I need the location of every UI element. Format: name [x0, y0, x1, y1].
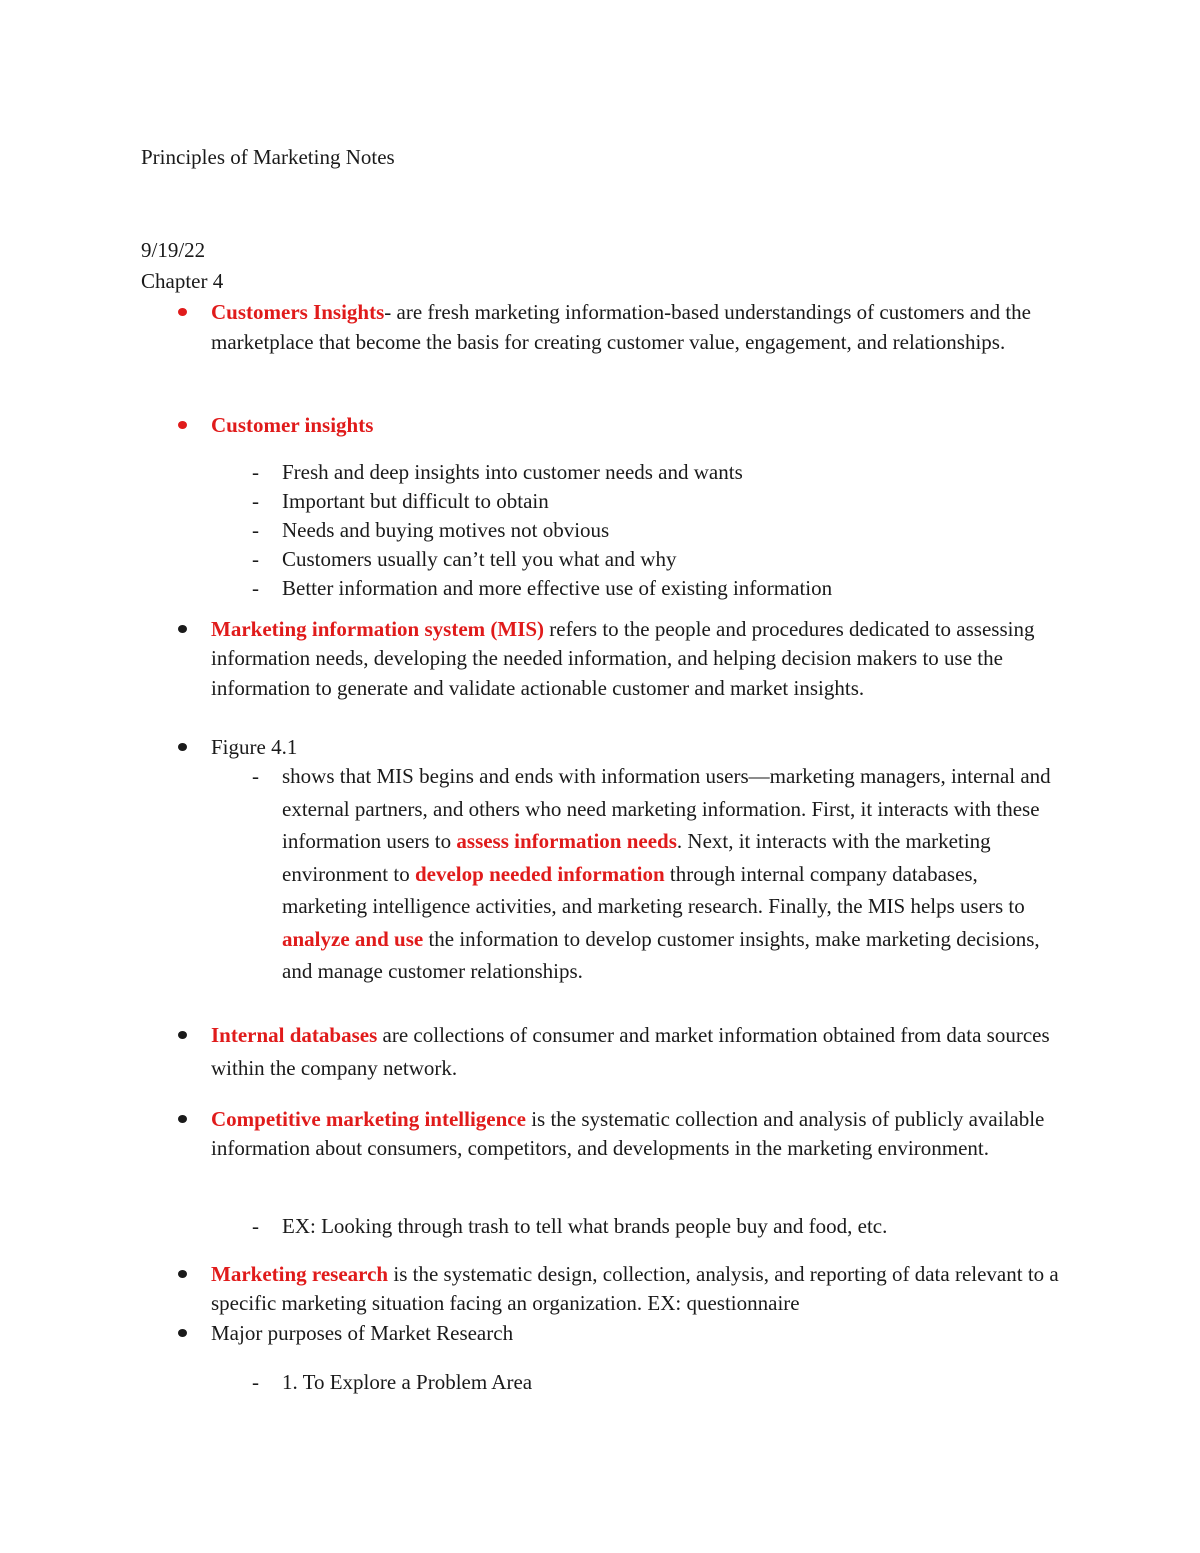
bullet-dot-icon: [178, 421, 187, 429]
chapter-heading: Chapter 4: [141, 269, 224, 293]
list-item: [0, 458, 1200, 487]
bullet-dot-icon: [178, 1115, 187, 1123]
list-item-text: Fresh and deep insights into customer needs and wants: [282, 460, 743, 484]
figure-text-part4: the information to develop customer insights, make marketing decisions, and manage customer relationships.: [282, 926, 1040, 983]
bullet-mis: [0, 615, 1200, 703]
list-item-text: Customers usually can’t tell you what and why: [282, 547, 677, 571]
bullet-dot-icon: [178, 1329, 187, 1337]
bullet-marketing-research: [0, 1260, 1200, 1318]
bullet-dot-icon: [178, 308, 187, 316]
dash-marker: -: [252, 1214, 259, 1238]
document-title: Principles of Marketing Notes: [141, 145, 395, 169]
definition-text: is the systematic collection and analysis of publicly available information about consumers, competitors, and developments in the marketing environment.: [211, 1107, 1045, 1160]
bullet-internal-databases: [0, 1019, 1200, 1085]
list-item-text: Needs and buying motives not obvious: [282, 518, 610, 542]
bullet-competitive-intelligence: [0, 1105, 1200, 1163]
bullet-customers-insights: [0, 297, 1200, 357]
list-item-text: Better information and more effective use of existing information: [282, 576, 833, 600]
list-item: [0, 574, 1200, 603]
dash-marker: -: [252, 1370, 259, 1394]
example-text: EX: Looking through trash to tell what brands people buy and food, etc.: [282, 1214, 888, 1238]
term-develop-needed-information: develop needed information: [414, 861, 665, 886]
figure-text-part2: . Next, it interacts with the marketing environment to: [282, 829, 991, 886]
customer-insights-list: [0, 458, 1200, 603]
bullet-major-purposes: [0, 1318, 1200, 1348]
purposes-list: [0, 1368, 1200, 1397]
term-customer-insights: Customer insights: [211, 413, 374, 437]
figure-label: Figure 4.1: [211, 735, 298, 759]
term-assess-information-needs: assess information needs: [456, 829, 677, 853]
note-date: 9/19/22: [141, 238, 206, 262]
list-item: [0, 516, 1200, 545]
list-item: [0, 487, 1200, 516]
cmi-example: [0, 1212, 1200, 1241]
figure-text-part3: through internal company databases, marketing intelligence activities, and marketing research. Finally, the MIS helps users to: [282, 861, 1025, 918]
purposes-label: Major purposes of Market Research: [211, 1321, 514, 1345]
list-item: [0, 1368, 1200, 1397]
dash-marker: -: [252, 576, 259, 600]
dash-marker: -: [252, 460, 259, 484]
list-item-text: Important but difficult to obtain: [282, 489, 549, 513]
figure-text-part1: shows that MIS begins and ends with information users—marketing managers, internal and external partners, and others who need marketing information. First, it interacts with these information users to: [282, 764, 1051, 853]
term-marketing-research: Marketing research: [211, 1262, 389, 1286]
term-analyze-and-use: analyze and use: [282, 926, 424, 951]
definition-text: is the systematic design, collection, analysis, and reporting of data relevant to a specific marketing situation facing an organization. EX: questionnaire: [211, 1262, 1059, 1315]
list-item: [0, 545, 1200, 574]
term-mis: Marketing information system (MIS): [211, 617, 545, 641]
dash-marker: -: [252, 547, 259, 571]
bullet-figure: [0, 732, 1200, 762]
definition-text: refers to the people and procedures dedicated to assessing information needs, developing the needed information, and helping decision makers to use the information to generate and validate actionable customer and market insights.: [211, 617, 1035, 700]
bullet-dot-icon: [178, 625, 187, 633]
list-item-text: 1. To Explore a Problem Area: [282, 1370, 533, 1394]
bullet-customer-insights-heading: [0, 410, 1200, 440]
bullet-dot-icon: [178, 1031, 187, 1039]
dash-marker: -: [252, 489, 259, 513]
definition-text: are collections of consumer and market information obtained from data sources within the company network.: [211, 1023, 1050, 1080]
bullet-dot-icon: [178, 743, 187, 751]
term-competitive-marketing-intelligence: Competitive marketing intelligence: [211, 1107, 526, 1131]
dash-marker: -: [252, 518, 259, 542]
term-internal-databases: Internal databases: [211, 1023, 378, 1047]
dash-marker: -: [252, 764, 259, 788]
term-customers-insights: Customers Insights: [211, 300, 385, 324]
definition-text: - are fresh marketing information-based understandings of customers and the marketplace that become the basis for creating customer value, engagement, and relationships.: [211, 300, 1031, 354]
figure-description: [0, 760, 1200, 988]
bullet-dot-icon: [178, 1270, 187, 1278]
